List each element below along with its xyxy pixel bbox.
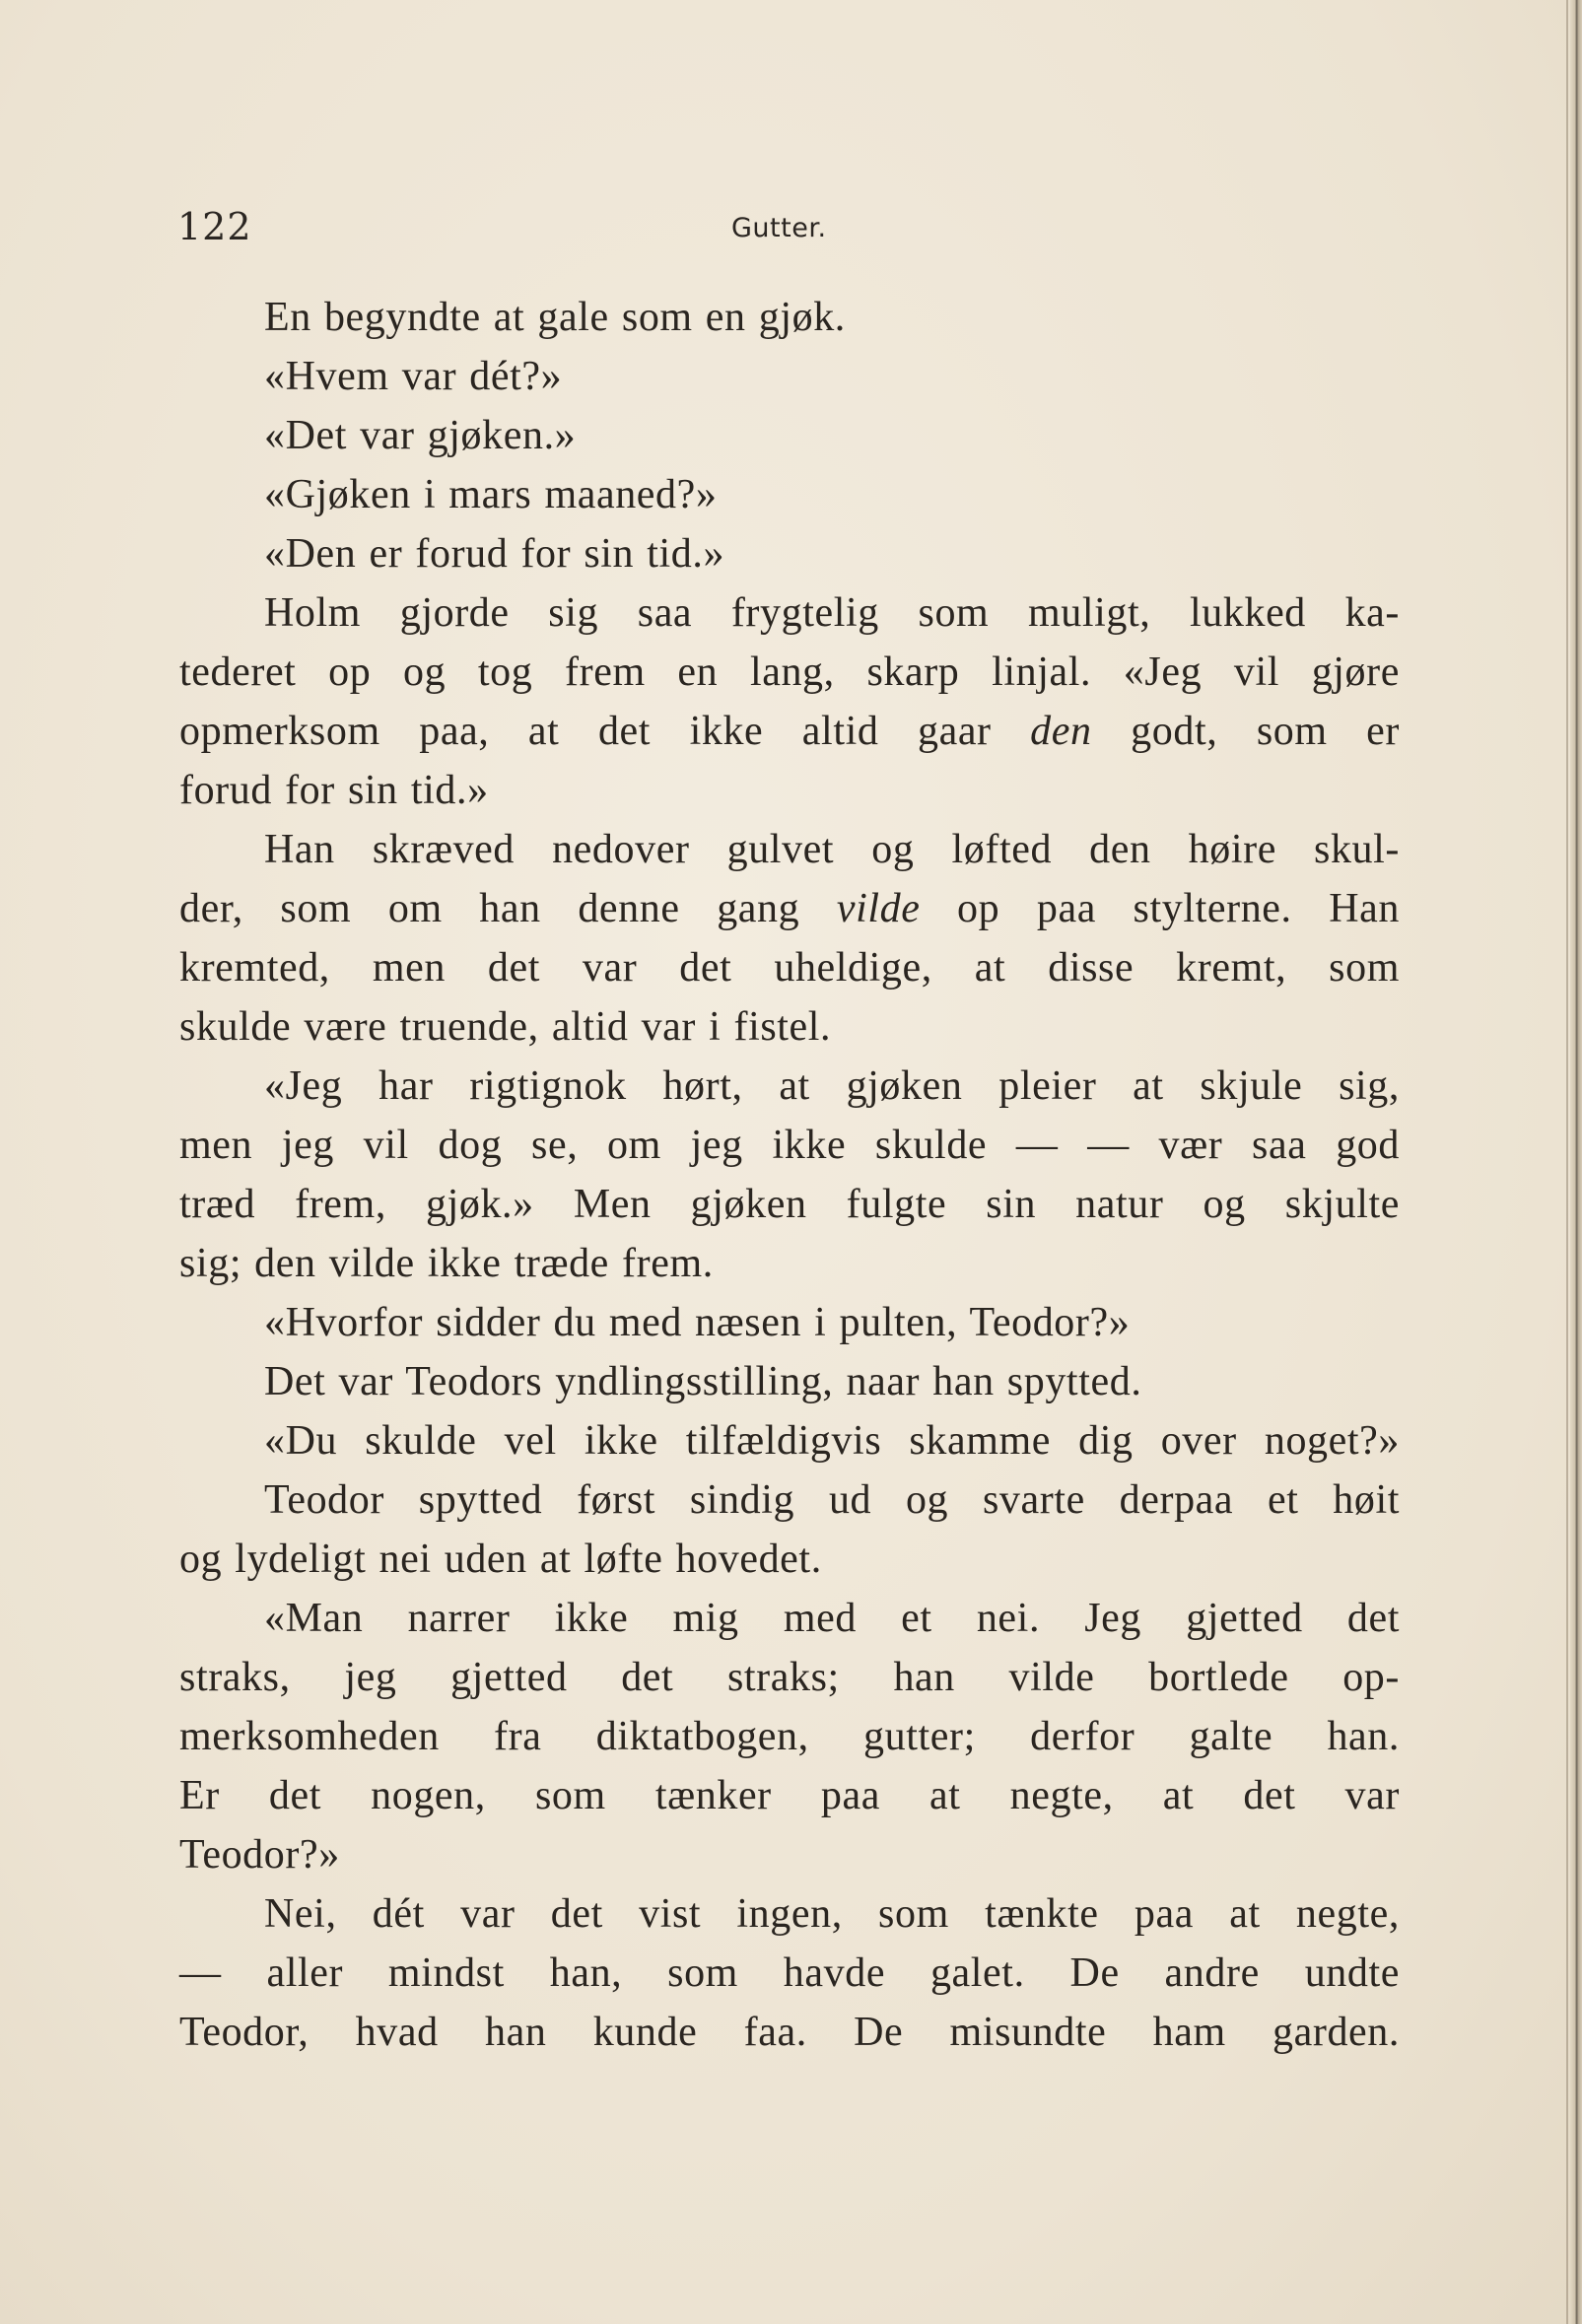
text-line: kremted, men det var det uheldige, at disse kremt, som [179,945,1400,991]
body-text [179,288,1400,2062]
text-line: tederet op og tog frem en lang, skarp linjal. «Jeg vil gjøre [179,649,1400,695]
text-line: Er det nogen, som tænker paa at negte, at det var [179,1773,1400,1818]
text-line [179,879,1400,938]
text-line: «Man narrer ikke mig med et nei. Jeg gjetted det [264,1596,1400,1641]
text-line: Teodor, hvad han kunde faa. De misundte ham garden. [179,2010,1400,2055]
text-line: og lydeligt nei uden at løfte hovedet. [179,1537,822,1582]
text-line: «Det var gjøken.» [264,413,577,458]
text-line: «Jeg har rigtignok hørt, at gjøken pleier at skjule sig, [264,1063,1400,1109]
text-line: men jeg vil dog se, om jeg ikke skulde — — vær saa god [179,1123,1400,1168]
text-line: træd frem, gjøk.» Men gjøken fulgte sin natur og skjulte [179,1182,1400,1227]
text-line: En begyndte at gale som en gjøk. [264,295,846,340]
text-line: «Hvem var dét?» [264,354,563,399]
text-line: skulde være truende, altid var i fistel. [179,1004,832,1050]
text-line: «Du skulde vel ikke tilfældigvis skamme dig over noget?» [264,1418,1400,1464]
text-line: Teodor spytted først sindig ud og svarte derpaa et høit [264,1477,1400,1523]
page-number: 122 [177,205,252,248]
text-line [179,702,1400,761]
text-segment: opmerksom paa, at det ikke altid gaar [179,709,1031,754]
text-line: «Gjøken i mars maaned?» [264,472,718,517]
text-line: Det var Teodors yndlingsstilling, naar han spytted. [264,1359,1142,1404]
text-segment: godt, som er [1091,709,1400,754]
text-line: Holm gjorde sig saa frygtelig som muligt, lukked ka- [264,590,1400,636]
italic-word: vilde [836,886,921,931]
text-line: Han skræved nedover gulvet og løfted den høire skul- [264,827,1400,872]
text-line: — aller mindst han, som havde galet. De andre undte [179,1950,1400,1996]
italic-word: den [1030,709,1092,754]
text-line: Nei, dét var det vist ingen, som tænkte paa at negte, [264,1891,1400,1937]
text-line: «Den er forud for sin tid.» [264,531,725,577]
text-line: merksomheden fra diktatbogen, gutter; derfor galte han. [179,1714,1400,1759]
text-segment: op paa stylterne. Han [920,886,1401,931]
page-header [177,205,1400,264]
text-line: Teodor?» [179,1832,340,1878]
text-line: straks, jeg gjetted det straks; han vilde bortlede op- [179,1655,1400,1700]
text-segment: der, som om han denne gang [179,886,837,931]
page-edge [1570,0,1582,2324]
page-gutter-shadow [1566,0,1568,2324]
text-line: forud for sin tid.» [179,768,489,813]
text-line: sig; den vilde ikke træde frem. [179,1241,714,1286]
text-line: «Hvorfor sidder du med næsen i pulten, Teodor?» [264,1300,1131,1345]
running-head: Gutter. [731,213,827,243]
